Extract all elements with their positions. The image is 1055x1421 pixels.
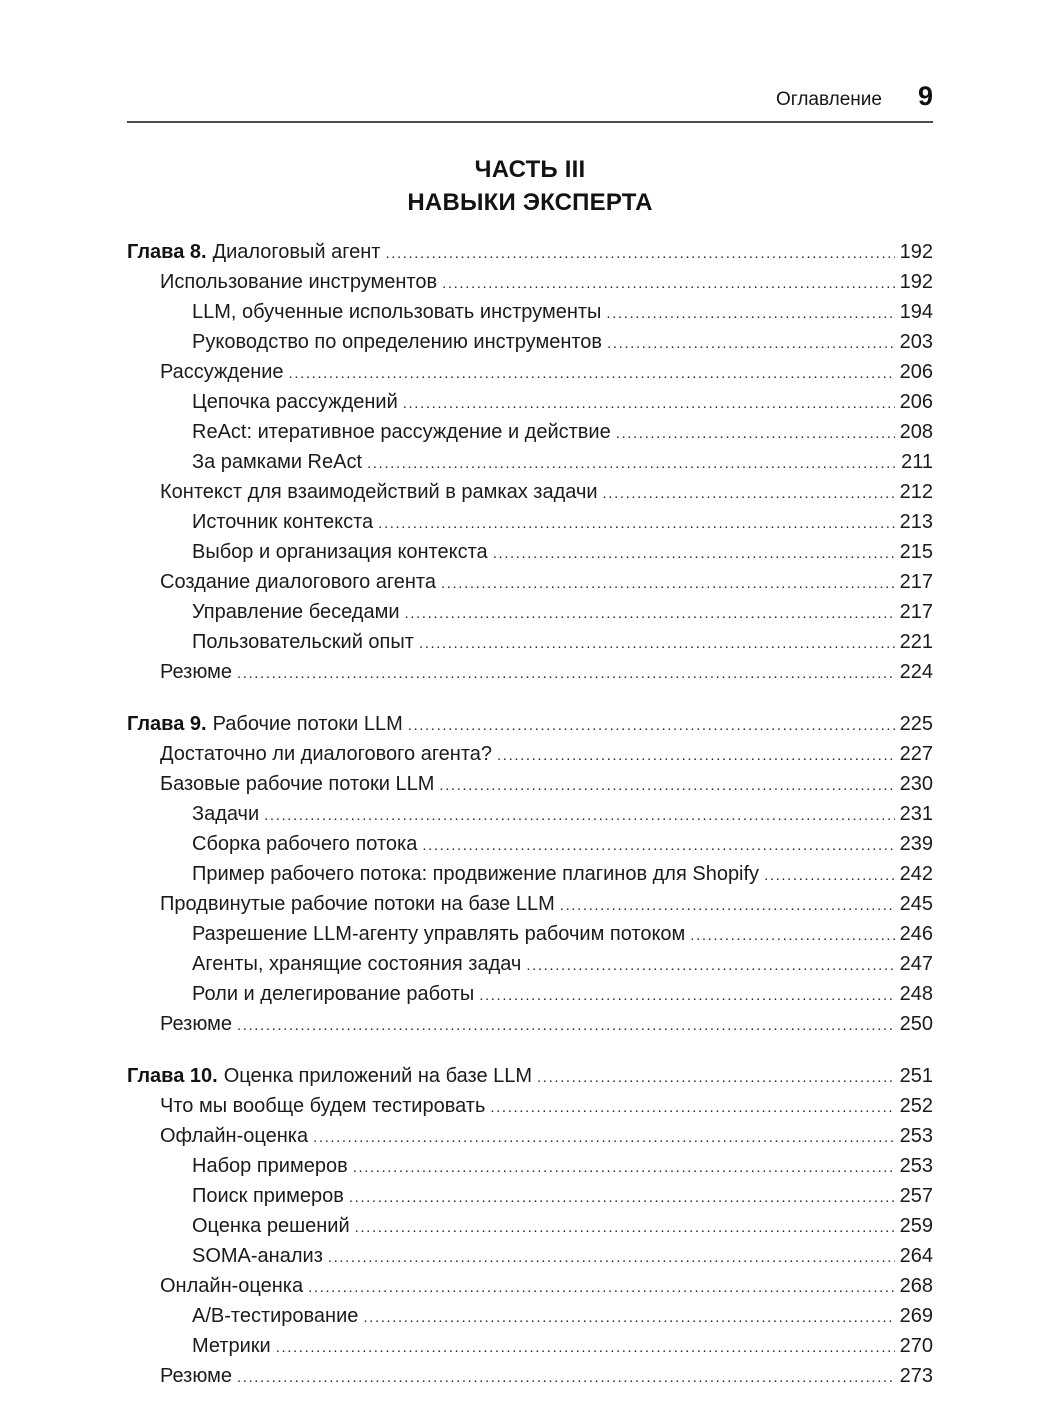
- toc-page-number: 257: [899, 1185, 933, 1207]
- toc-page-number: 230: [899, 773, 933, 795]
- toc-entry-title: SOMA-анализ: [192, 1245, 323, 1267]
- toc-entry-title: Роли и делегирование работы: [192, 983, 475, 1005]
- toc-entry-title: Что мы вообще будем тестировать: [160, 1095, 486, 1117]
- toc-row: [127, 477, 933, 507]
- toc-entry-title: Задачи: [192, 803, 260, 825]
- toc-entry-title: Резюме: [160, 1365, 232, 1387]
- toc-leader-dots: [497, 741, 895, 771]
- toc-row: [127, 829, 933, 859]
- toc-leader-dots: [479, 981, 895, 1011]
- toc-entry-title: Создание диалогового агента: [160, 571, 436, 593]
- toc-leader-dots: [237, 1363, 895, 1393]
- toc-entry-title: Руководство по определению инструментов: [192, 331, 603, 353]
- toc-leader-dots: [493, 539, 895, 569]
- toc-entry-title: ReAct: итеративное рассуждение и действие: [192, 421, 611, 443]
- toc-row: [127, 1361, 933, 1391]
- toc-entry-title: Диалоговый агент: [212, 241, 381, 263]
- toc-page-number: 215: [899, 541, 933, 563]
- toc-page-number: 259: [899, 1215, 933, 1237]
- toc-entry-title: Достаточно ли диалогового агента?: [160, 743, 493, 765]
- toc-page-number: 248: [899, 983, 933, 1005]
- toc-page-number: 270: [899, 1335, 933, 1357]
- toc-entry-title: Онлайн-оценка: [160, 1275, 304, 1297]
- toc-page-number: 231: [899, 803, 933, 825]
- toc-entry-title: Выбор и организация контекста: [192, 541, 488, 563]
- toc-leader-dots: [276, 1333, 895, 1363]
- toc-leader-dots: [606, 299, 895, 329]
- toc-row: [127, 1181, 933, 1211]
- toc-page-number: 251: [899, 1065, 933, 1087]
- toc-page-number: 224: [899, 661, 933, 683]
- toc-entry-title: Базовые рабочие потоки LLM: [160, 773, 435, 795]
- toc-row: [127, 1271, 933, 1301]
- toc-row: [127, 1241, 933, 1271]
- running-header-title: Оглавление: [776, 89, 882, 110]
- toc-row: [127, 267, 933, 297]
- toc-page-number: 194: [899, 301, 933, 323]
- toc-entry-title: Управление беседами: [192, 601, 400, 623]
- toc-entry-title: A/B-тестирование: [192, 1305, 359, 1327]
- toc-page-number: 247: [899, 953, 933, 975]
- toc-page-number: 217: [899, 601, 933, 623]
- toc-row: [127, 327, 933, 357]
- toc-leader-dots: [607, 329, 895, 359]
- toc-leader-dots: [439, 771, 895, 801]
- toc-page-number: 273: [899, 1365, 933, 1387]
- toc-row: [127, 799, 933, 829]
- toc-page-number: 268: [899, 1275, 933, 1297]
- toc-leader-dots: [408, 711, 895, 741]
- toc-row: [127, 597, 933, 627]
- toc-entry-title: Метрики: [192, 1335, 271, 1357]
- toc-row: [127, 859, 933, 889]
- toc-entry-title: Оценка приложений на базе LLM: [223, 1065, 533, 1087]
- toc-leader-dots: [403, 389, 895, 419]
- toc-entry-title: Разрешение LLM-агенту управлять рабочим потоком: [192, 923, 686, 945]
- toc-list: [127, 237, 933, 1391]
- toc-leader-dots: [419, 629, 895, 659]
- toc-page-number: 211: [901, 451, 933, 473]
- toc-leader-dots: [526, 951, 895, 981]
- toc-entry-title: Контекст для взаимодействий в рамках задачи: [160, 481, 598, 503]
- toc-row: [127, 417, 933, 447]
- toc-page-number: 227: [899, 743, 933, 765]
- toc-page-number: 203: [899, 331, 933, 353]
- toc-page-number: 208: [899, 421, 933, 443]
- toc-row: [127, 357, 933, 387]
- toc-page-number: 242: [899, 863, 933, 885]
- toc-page-number: 252: [899, 1095, 933, 1117]
- toc-entry-title: Агенты, хранящие состояния задач: [192, 953, 522, 975]
- toc-row: [127, 297, 933, 327]
- toc-page-number: 212: [899, 481, 933, 503]
- running-header: [127, 81, 933, 112]
- toc-leader-dots: [264, 801, 895, 831]
- toc-page-number: 221: [899, 631, 933, 653]
- toc-leader-dots: [308, 1273, 895, 1303]
- toc-leader-dots: [367, 449, 895, 479]
- toc-page-number: 253: [899, 1125, 933, 1147]
- toc-entry-prefix: Глава 9.: [127, 713, 207, 735]
- toc-entry-title: Пример рабочего потока: продвижение плагинов для Shopify: [192, 863, 760, 885]
- toc-page-number: 253: [899, 1155, 933, 1177]
- toc-row: [127, 627, 933, 657]
- toc-leader-dots: [363, 1303, 895, 1333]
- toc-page-number: 192: [899, 271, 933, 293]
- toc-row: [127, 949, 933, 979]
- toc-row: [127, 709, 933, 739]
- toc-leader-dots: [490, 1093, 895, 1123]
- toc-leader-dots: [537, 1063, 895, 1093]
- toc-row: [127, 1121, 933, 1151]
- toc-page-number: 239: [899, 833, 933, 855]
- toc-leader-dots: [441, 569, 895, 599]
- toc-row: [127, 1301, 933, 1331]
- toc-entry-title: Оценка решений: [192, 1215, 350, 1237]
- toc-row: [127, 567, 933, 597]
- toc-entry-title: Набор примеров: [192, 1155, 348, 1177]
- toc-row: [127, 889, 933, 919]
- toc-row: [127, 387, 933, 417]
- toc-leader-dots: [353, 1153, 895, 1183]
- page-number: 9: [917, 81, 933, 111]
- toc-entry-title: Источник контекста: [192, 511, 374, 533]
- header-rule-divider: [127, 121, 933, 123]
- toc-row: [127, 769, 933, 799]
- toc-entry-title: Продвинутые рабочие потоки на базе LLM: [160, 893, 555, 915]
- toc-row: [127, 507, 933, 537]
- toc-row: [127, 739, 933, 769]
- toc-leader-dots: [690, 921, 895, 951]
- toc-page-number: 250: [899, 1013, 933, 1035]
- toc-leader-dots: [378, 509, 895, 539]
- toc-page-number: 206: [899, 361, 933, 383]
- toc-leader-dots: [237, 659, 895, 689]
- toc-row: [127, 979, 933, 1009]
- toc-leader-dots: [560, 891, 895, 921]
- part-title: [127, 153, 933, 219]
- toc-leader-dots: [328, 1243, 895, 1273]
- toc-entry-title: Пользовательский опыт: [192, 631, 414, 653]
- toc-page-number: 269: [899, 1305, 933, 1327]
- toc-page-number: 213: [899, 511, 933, 533]
- toc-leader-dots: [616, 419, 895, 449]
- toc-leader-dots: [289, 359, 895, 389]
- toc-row: [127, 1091, 933, 1121]
- toc-entry-title: За рамками ReAct: [192, 451, 363, 473]
- toc-row: [127, 1151, 933, 1181]
- toc-page-number: 246: [899, 923, 933, 945]
- toc-entry-title: Цепочка рассуждений: [192, 391, 398, 413]
- toc-page-number: 206: [899, 391, 933, 413]
- toc-page-number: 264: [899, 1245, 933, 1267]
- toc-entry-title: LLM, обученные использовать инструменты: [192, 301, 602, 323]
- toc-entry-title: Резюме: [160, 661, 232, 683]
- part-title-line2: НАВЫКИ ЭКСПЕРТА: [407, 189, 653, 216]
- toc-page-number: 217: [899, 571, 933, 593]
- toc-leader-dots: [442, 269, 895, 299]
- toc-page-number: 192: [899, 241, 933, 263]
- toc-entry-title: Офлайн-оценка: [160, 1125, 309, 1147]
- part-title-line1: ЧАСТЬ III: [474, 156, 586, 183]
- toc-page-number: 245: [899, 893, 933, 915]
- toc-leader-dots: [405, 599, 896, 629]
- toc-entry-prefix: Глава 8.: [127, 241, 207, 263]
- toc-leader-dots: [603, 479, 895, 509]
- toc-entry-prefix: Глава 10.: [127, 1065, 218, 1087]
- toc-row: [127, 1061, 933, 1091]
- toc-row: [127, 1211, 933, 1241]
- toc-row: [127, 919, 933, 949]
- toc-leader-dots: [385, 239, 895, 269]
- toc-leader-dots: [349, 1183, 895, 1213]
- toc-row: [127, 1331, 933, 1361]
- toc-entry-title: Поиск примеров: [192, 1185, 344, 1207]
- toc-entry-title: Рассуждение: [160, 361, 284, 383]
- toc-row: [127, 447, 933, 477]
- toc-row: [127, 657, 933, 687]
- toc-leader-dots: [764, 861, 895, 891]
- toc-entry-title: Сборка рабочего потока: [192, 833, 418, 855]
- toc-row: [127, 537, 933, 567]
- toc-entry-title: Резюме: [160, 1013, 232, 1035]
- toc-leader-dots: [313, 1123, 895, 1153]
- toc-leader-dots: [355, 1213, 895, 1243]
- toc-leader-dots: [422, 831, 895, 861]
- toc-entry-title: Использование инструментов: [160, 271, 438, 293]
- toc-row: [127, 1009, 933, 1039]
- toc-entry-title: Рабочие потоки LLM: [212, 713, 403, 735]
- toc-leader-dots: [237, 1011, 895, 1041]
- toc-row: [127, 237, 933, 267]
- toc-page-number: 225: [899, 713, 933, 735]
